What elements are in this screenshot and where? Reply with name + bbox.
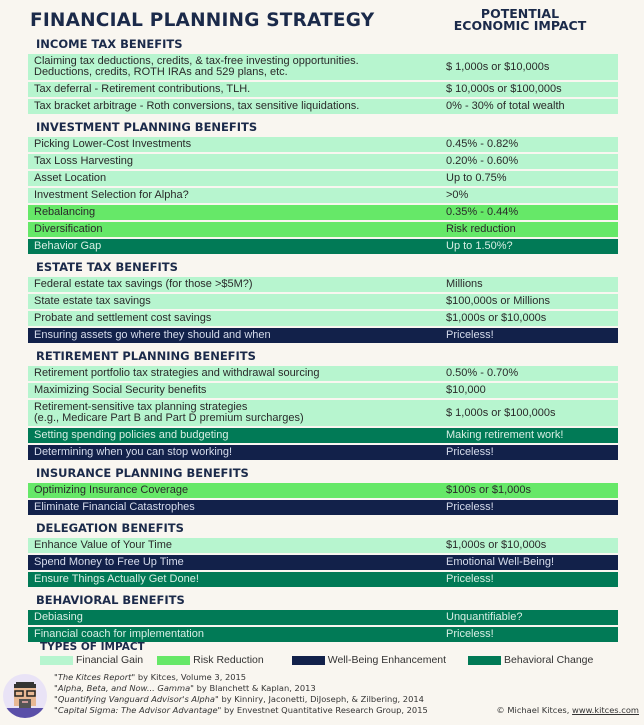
table-row [28, 188, 618, 203]
reference-item: "The Kitces Report" by Kitces, Volume 3, 2015 [54, 672, 247, 682]
reference-item: "Alpha, Beta, and Now... Gamma" by Blanchett & Kaplan, 2013 [54, 683, 316, 693]
strategy-cell [28, 207, 446, 218]
table-row [28, 54, 618, 80]
table-row [28, 555, 618, 570]
strategy-text: Diversification [34, 223, 103, 235]
table-row [28, 171, 618, 186]
strategy-cell [28, 385, 446, 396]
kitces-link[interactable]: www.kitces.com [572, 705, 639, 715]
section-title: INCOME TAX BENEFITS [36, 37, 183, 51]
impact-cell: Millions [446, 278, 483, 290]
strategy-text: Ensuring assets go where they should and when [34, 329, 271, 341]
legend-swatch-behavioral-change [468, 656, 501, 665]
legend-label: Well-Being Enhancement [327, 654, 447, 666]
author-avatar-icon [3, 674, 47, 718]
reference-item: "Quantifying Vanguard Advisor's Alpha" by Kinniry, Jaconetti, DiJoseph, & Zilbering, 2014 [54, 694, 424, 704]
strategy-text: Spend Money to Free Up Time [34, 556, 184, 568]
table-row [28, 483, 618, 498]
strategy-cell [28, 447, 446, 458]
impact-cell: 0.50% - 0.70% [446, 367, 519, 379]
legend-label: Risk Reduction [193, 654, 264, 666]
section-estate-tax-benefits [28, 260, 618, 343]
table-row [28, 500, 618, 515]
strategy-cell [28, 330, 446, 341]
strategy-cell [28, 629, 446, 640]
strategy-cell [28, 84, 446, 95]
section-delegation-benefits [28, 521, 618, 587]
strategy-cell [28, 139, 446, 150]
strategy-text: Behavior Gap [34, 240, 102, 252]
table-row [28, 137, 618, 152]
strategy-cell [28, 241, 446, 252]
table-row [28, 277, 618, 292]
impact-cell: $100s or $1,000s [446, 484, 532, 496]
strategy-cell [28, 574, 446, 585]
strategy-table [28, 37, 618, 648]
table-row [28, 445, 618, 460]
strategy-cell [28, 313, 446, 324]
strategy-text: Picking Lower-Cost Investments [34, 138, 192, 150]
table-row [28, 572, 618, 587]
table-row [28, 154, 618, 169]
legend-label: Behavioral Change [504, 654, 594, 666]
legend-swatch-well-being [292, 656, 325, 665]
section-title: BEHAVIORAL BENEFITS [36, 593, 185, 607]
legend-swatch-financial-gain [40, 656, 73, 665]
strategy-text: Enhance Value of Your Time [34, 539, 173, 551]
strategy-cell [28, 101, 446, 112]
table-row [28, 239, 618, 254]
legend-swatch-risk-reduction [157, 656, 190, 665]
copyright-text: © Michael Kitces, [496, 705, 573, 715]
impact-cell: $10,000 [446, 384, 486, 396]
impact-header-line2: ECONOMIC IMPACT [453, 18, 587, 33]
impact-cell: Priceless! [446, 501, 494, 513]
strategy-cell [28, 224, 446, 235]
strategy-text: Federal estate tax savings (for those >$5M?) [34, 278, 253, 290]
table-row [28, 311, 618, 326]
impact-cell: $ 1,000s or $10,000s [446, 60, 550, 73]
strategy-cell [28, 540, 446, 551]
reference-item: "Capital Sigma: The Advisor Advantage" by Envestnet Quantitative Research Group, 2015 [54, 705, 428, 715]
strategy-cell [28, 173, 446, 184]
impact-cell: Unquantifiable? [446, 611, 523, 623]
impact-cell: 0% - 30% of total wealth [446, 100, 565, 112]
impact-cell: 0.35% - 0.44% [446, 206, 519, 218]
impact-cell: Risk reduction [446, 223, 516, 235]
impact-cell: >0% [446, 189, 469, 201]
strategy-text: State estate tax savings [34, 295, 151, 307]
table-row [28, 383, 618, 398]
table-row [28, 610, 618, 625]
impact-cell: $1,000s or $10,000s [446, 539, 547, 551]
section-insurance-planning-benefits [28, 466, 618, 515]
strategy-text: Determining when you can stop working! [34, 446, 233, 458]
strategy-cell [28, 156, 446, 167]
impact-column-header [440, 8, 600, 32]
impact-cell: Priceless! [446, 573, 494, 585]
legend-item-behavioral-change [468, 654, 593, 666]
strategy-text: Financial coach for implementation [34, 628, 204, 640]
table-row [28, 328, 618, 343]
strategy-text: Claiming tax deductions, credits, & tax-free investing opportunities. [34, 55, 359, 67]
strategy-text: Investment Selection for Alpha? [34, 189, 189, 201]
strategy-text: Setting spending policies and budgeting [34, 429, 229, 441]
strategy-cell [28, 190, 446, 201]
table-row [28, 99, 618, 114]
references [54, 672, 428, 716]
strategy-cell [28, 368, 446, 379]
strategy-text-line2: (e.g., Medicare Part B and Part D premium surcharges) [34, 412, 304, 424]
impact-cell: Up to 0.75% [446, 172, 507, 184]
strategy-cell [28, 56, 446, 78]
legend-label: Financial Gain [76, 654, 144, 666]
section-title: INSURANCE PLANNING BENEFITS [36, 466, 249, 480]
strategy-text: Tax Loss Harvesting [34, 155, 134, 167]
strategy-text: Tax deferral - Retirement contributions, TLH. [34, 83, 251, 95]
impact-header-line1: POTENTIAL [480, 6, 560, 21]
page-title: FINANCIAL PLANNING STRATEGY [30, 10, 375, 31]
legend-title: TYPES OF IMPACT [40, 641, 145, 653]
strategy-cell [28, 502, 446, 513]
section-title: INVESTMENT PLANNING BENEFITS [36, 120, 258, 134]
strategy-text: Retirement portfolio tax strategies and withdrawal sourcing [34, 367, 320, 379]
table-row [28, 294, 618, 309]
strategy-text: Tax bracket arbitrage - Roth conversions, tax sensitive liquidations. [34, 100, 360, 112]
section-title: DELEGATION BENEFITS [36, 521, 184, 535]
impact-cell: $1,000s or $10,000s [446, 312, 547, 324]
section-retirement-planning-benefits [28, 349, 618, 460]
strategy-cell [28, 430, 446, 441]
table-row [28, 538, 618, 553]
strategy-text: Retirement-sensitive tax planning strategies [34, 401, 248, 413]
strategy-cell [28, 557, 446, 568]
impact-cell: $ 10,000s or $100,000s [446, 83, 562, 95]
strategy-text: Optimizing Insurance Coverage [34, 484, 189, 496]
strategy-text: Ensure Things Actually Get Done! [34, 573, 199, 585]
table-row [28, 428, 618, 443]
strategy-text: Probate and settlement cost savings [34, 312, 212, 324]
impact-cell: Priceless! [446, 329, 494, 341]
strategy-cell [28, 279, 446, 290]
impact-cell: Up to 1.50%? [446, 240, 513, 252]
legend [40, 654, 607, 666]
section-income-tax-benefits [28, 37, 618, 114]
strategy-text-line2: Deductions, credits, ROTH IRAs and 529 plans, etc. [34, 66, 288, 78]
strategy-text: Debiasing [34, 611, 83, 623]
impact-cell: Emotional Well-Being! [446, 556, 555, 568]
legend-item-well-being [292, 654, 446, 666]
table-row [28, 366, 618, 381]
table-row [28, 627, 618, 642]
legend-item-financial-gain [40, 654, 143, 666]
impact-cell: 0.45% - 0.82% [446, 138, 519, 150]
impact-cell: 0.20% - 0.60% [446, 155, 519, 167]
impact-cell: $100,000s or Millions [446, 295, 550, 307]
strategy-text: Rebalancing [34, 206, 96, 218]
strategy-text: Eliminate Financial Catastrophes [34, 501, 195, 513]
table-row [28, 82, 618, 97]
strategy-text: Asset Location [34, 172, 107, 184]
table-row [28, 222, 618, 237]
legend-item-risk-reduction [157, 654, 264, 666]
table-row [28, 205, 618, 220]
strategy-cell [28, 402, 446, 424]
strategy-cell [28, 296, 446, 307]
impact-cell: $ 1,000s or $100,000s [446, 406, 556, 419]
copyright [496, 705, 639, 715]
section-behavioral-benefits [28, 593, 618, 642]
section-title: ESTATE TAX BENEFITS [36, 260, 178, 274]
strategy-cell [28, 612, 446, 623]
section-investment-planning-benefits [28, 120, 618, 254]
impact-cell: Priceless! [446, 628, 494, 640]
strategy-cell [28, 485, 446, 496]
strategy-text: Maximizing Social Security benefits [34, 384, 207, 396]
impact-cell: Making retirement work! [446, 429, 564, 441]
impact-cell: Priceless! [446, 446, 494, 458]
table-row [28, 400, 618, 426]
section-title: RETIREMENT PLANNING BENEFITS [36, 349, 256, 363]
